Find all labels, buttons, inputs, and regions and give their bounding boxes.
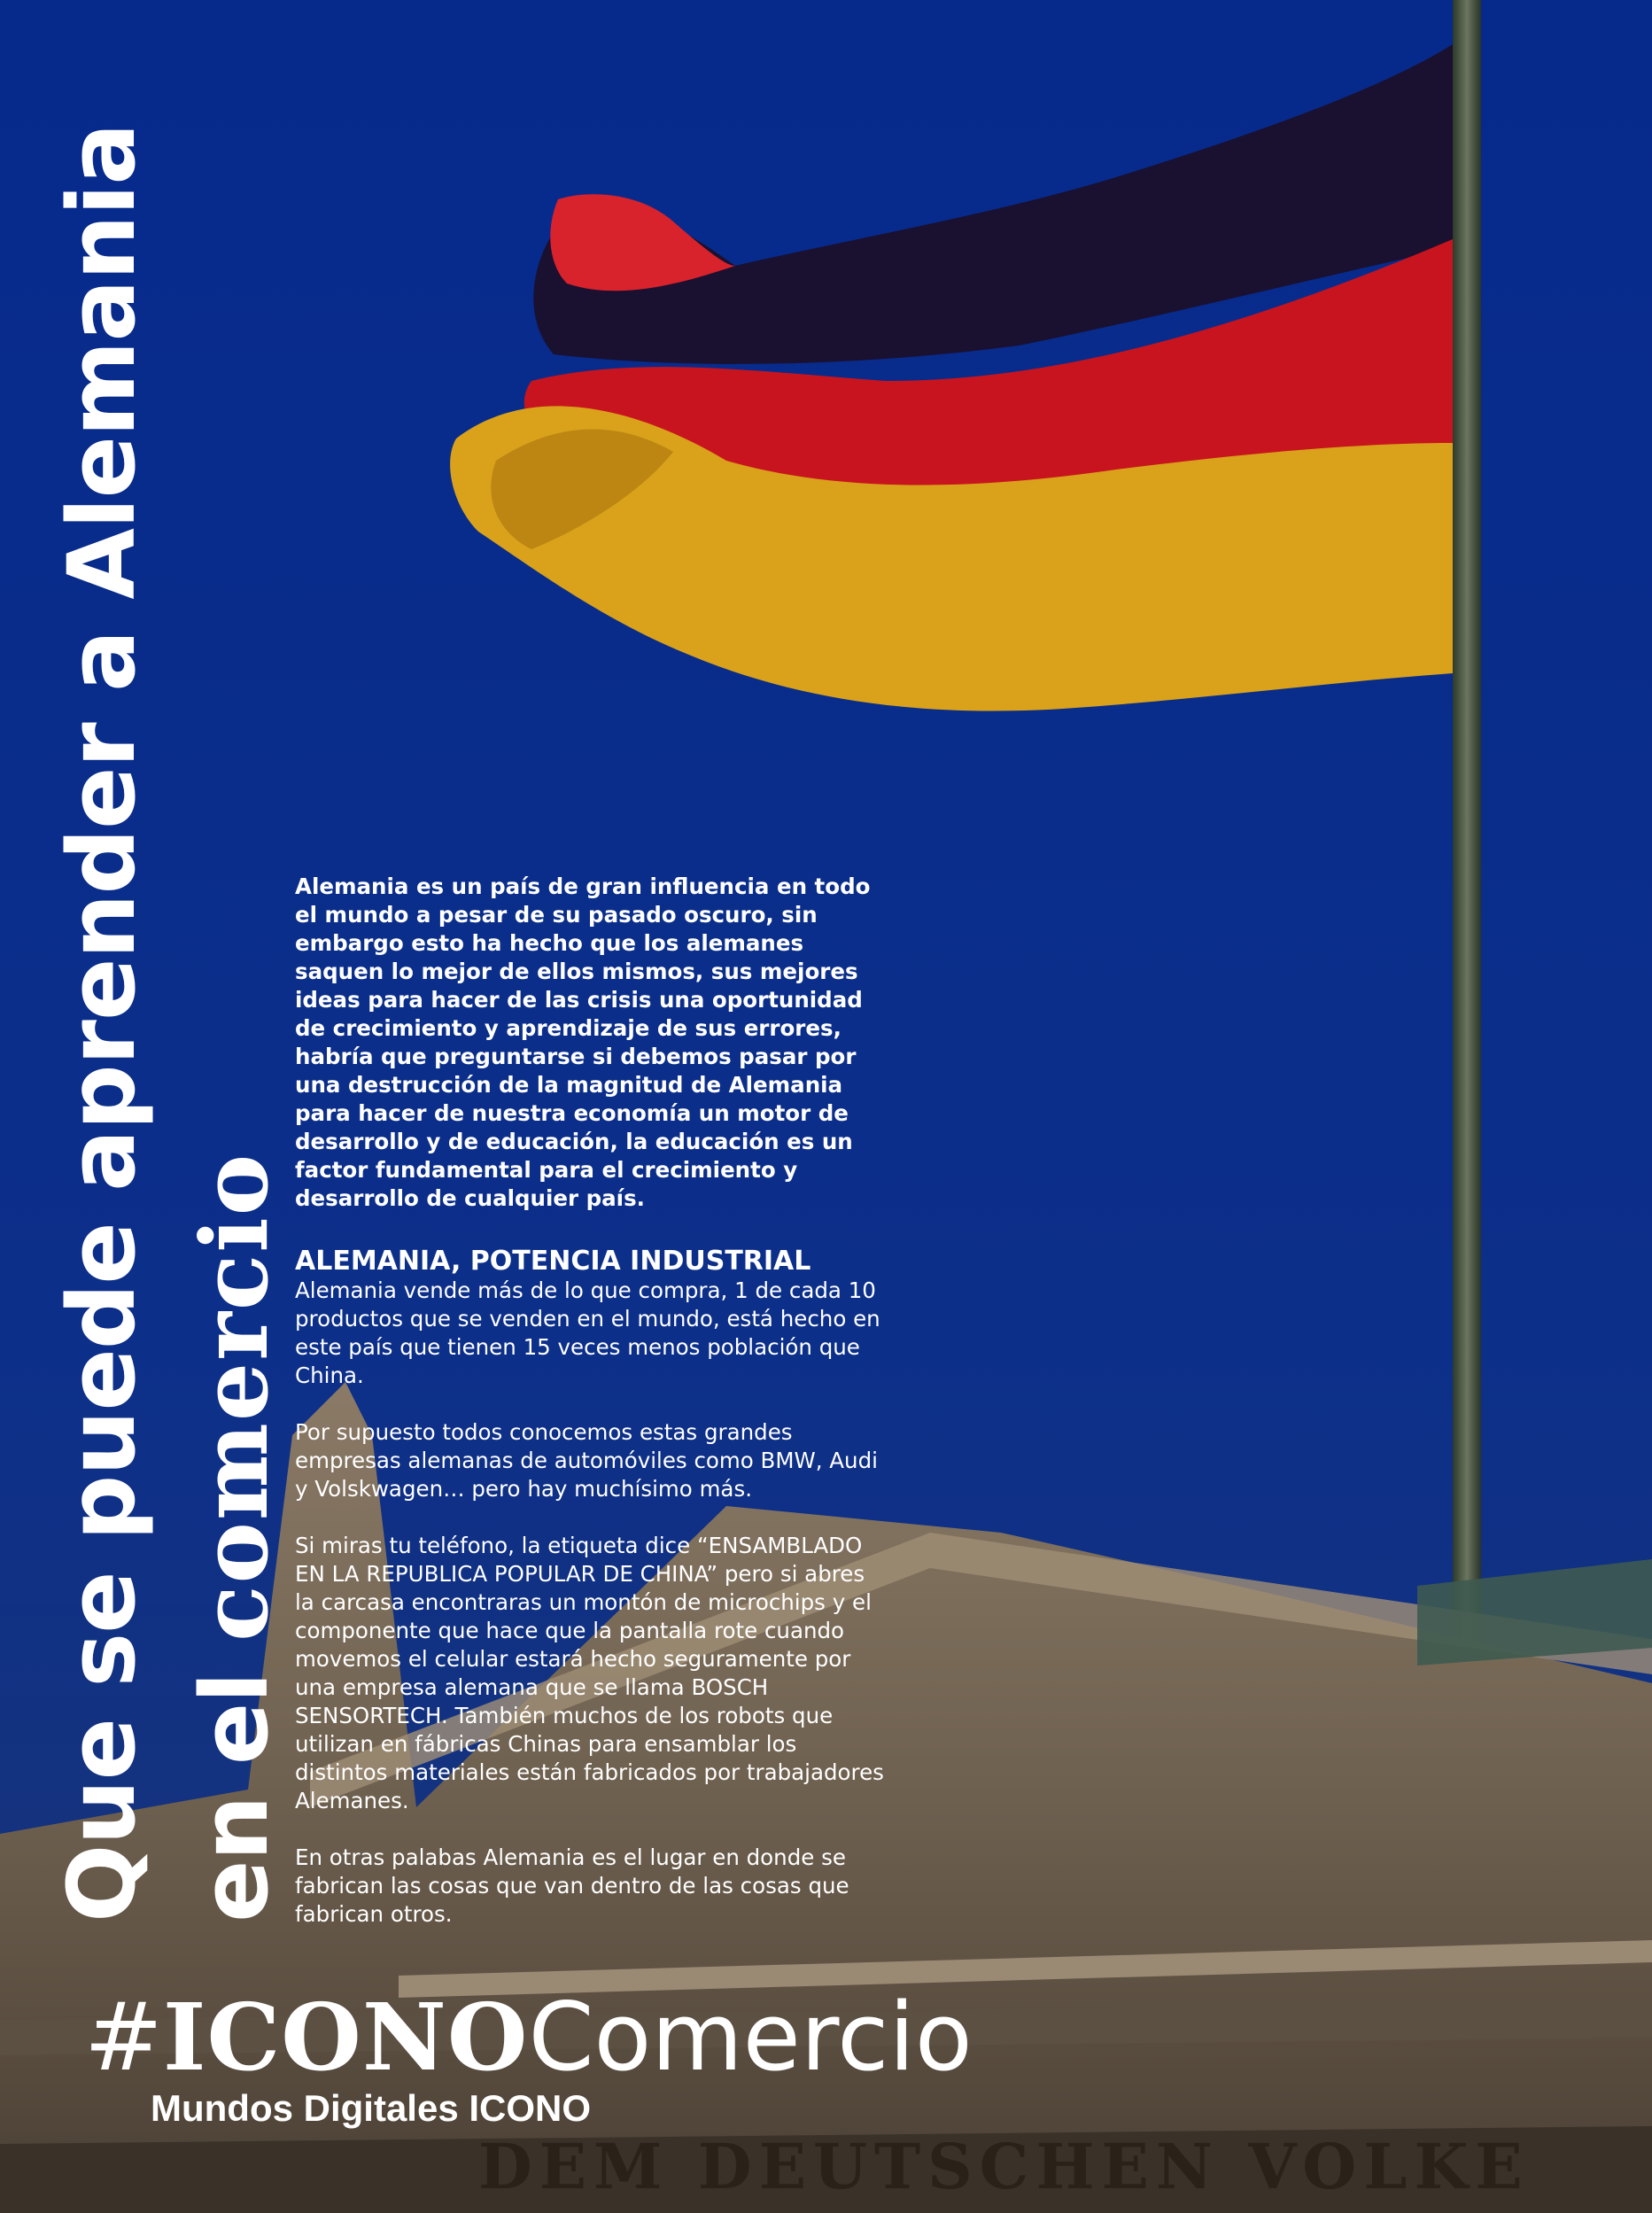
brand-strong: ICONO: [162, 1983, 529, 2092]
title-line-2: [168, 151, 301, 1922]
article-paragraph-2: Por supuesto todos conocemos estas grandes empresas alemanas de automóviles como BMW, Audi y Volskwagen… pero hay muchísimo más.: [295, 1419, 878, 1502]
brand-logo: [84, 1984, 973, 2091]
article-paragraph-1: Alemania vende más de lo que compra, 1 de cada 10 productos que se venden en el mundo, está hecho en este país que tienen 15 veces menos población que China.: [295, 1277, 880, 1388]
article-intro: Alemania es un país de gran influencia en todo el mundo a pesar de su pasado oscuro, sin embargo esto ha hecho que los alemanes saquen lo mejor de ellos mismos, sus mejores ideas para hacer de las crisis una oportunidad de crecimiento y aprendizaje de sus errores, habría que preguntarse si debemos pasar por una destrucción de la magnitud de Alemania para hacer de nuestra economía un motor de desarrollo y de educación, la educación es un factor fundamental para el crecimiento y desarrollo de cualquier país.: [295, 874, 871, 1211]
article-body: [295, 873, 884, 1957]
brand-subtitle: Mundos Digitales ICONO: [151, 2087, 592, 2129]
section-heading: ALEMANIA, POTENCIA INDUSTRIAL: [295, 1246, 811, 1277]
title-line-1: Que se puede aprender a Alemania: [48, 123, 156, 1922]
article-paragraph-3: Si miras tu teléfono, la etiqueta dice “ENSAMBLADO EN LA REPUBLICA POPULAR DE CHINA” pero si abres la carcasa encontraras un montón de microchips y el componente que hace que la pantalla rote cuando movemos el celular estará hecho seguramente por una empresa alemana que se llama BOSCH SENSORTECH. También muchos de los robots que utilizan en fábricas Chinas para ensamblar los distintos materiales están fabricados por trabajadores Alemanes.: [295, 1533, 884, 1813]
title-line-2-prefix: en el: [181, 1641, 289, 1922]
title-line-2-strong: comercio: [180, 1152, 289, 1642]
page-title: [35, 123, 301, 1922]
building-inscription: DEM DEUTSCHEN VOLKE: [478, 2130, 1530, 2203]
article-paragraph-4: En otras palabas Alemania es el lugar en donde se fabrican las cosas que van dentro de las cosas que fabrican otros.: [295, 1844, 849, 1927]
brand-hash: #: [84, 1983, 163, 2092]
brand-rest: Comercio: [528, 1983, 973, 2092]
